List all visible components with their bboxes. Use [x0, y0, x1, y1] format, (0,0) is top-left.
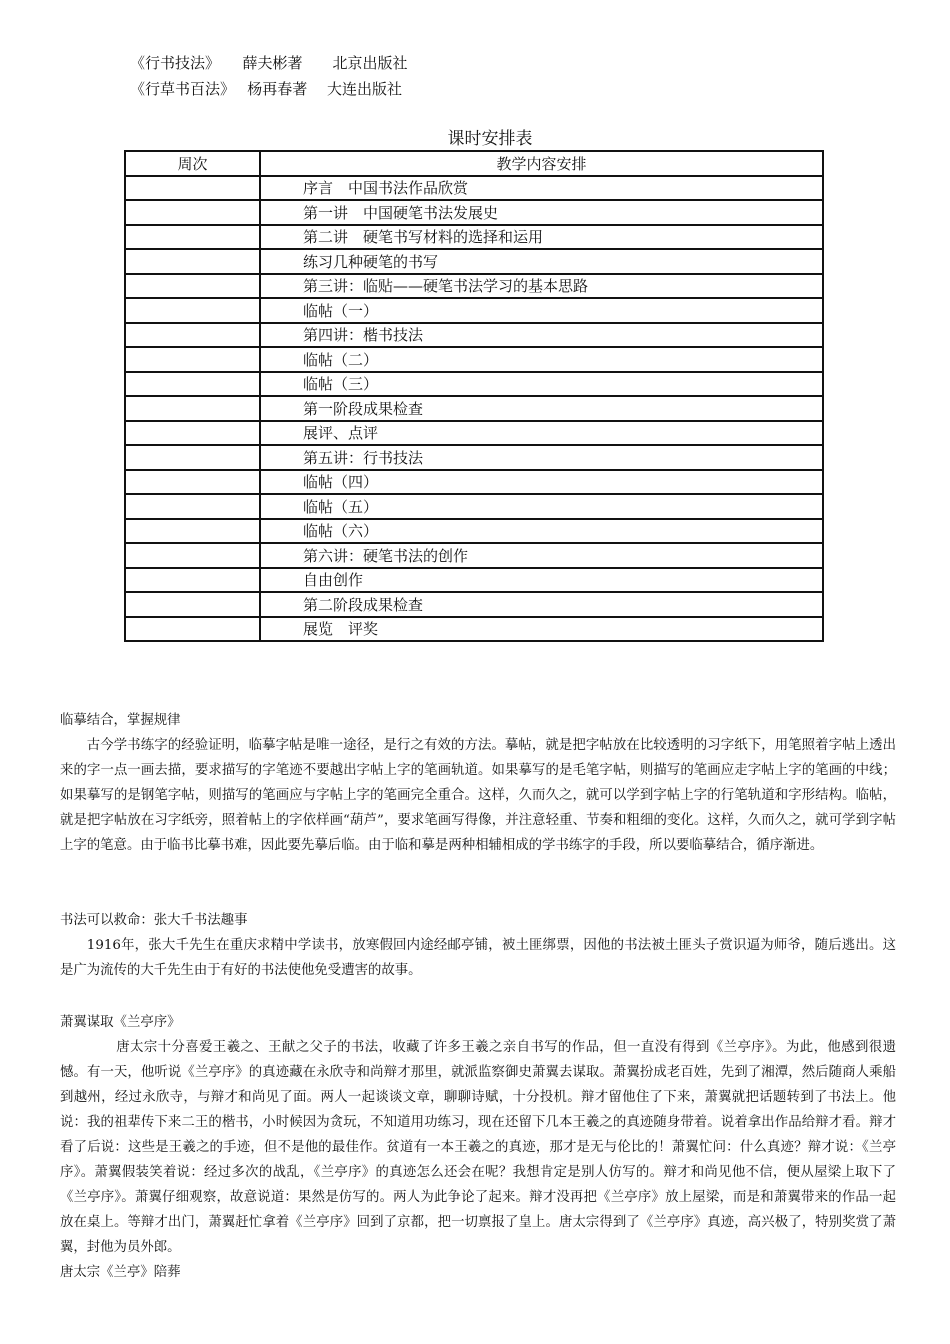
- content-cell: 第一讲 中国硬笔书法发展史: [260, 200, 823, 225]
- content-cell: 第一阶段成果检查: [260, 396, 823, 421]
- week-cell: [125, 274, 260, 299]
- section-zhangdaqian: [60, 908, 896, 983]
- content-cell: 第二讲 硬笔书写材料的选择和运用: [260, 225, 823, 250]
- table-row: [125, 323, 823, 348]
- table-header-row: [125, 151, 823, 176]
- week-cell: [125, 249, 260, 274]
- table-row: [125, 543, 823, 568]
- week-cell: [125, 225, 260, 250]
- week-cell: [125, 396, 260, 421]
- table-row: [125, 592, 823, 617]
- reference-item: 《行书技法》 薛夫彬著 北京出版社: [130, 54, 408, 72]
- content-cell: 第二阶段成果检查: [260, 592, 823, 617]
- section-heading: 书法可以救命：张大千书法趣事: [60, 913, 248, 928]
- table-row: [125, 470, 823, 495]
- week-cell: [125, 323, 260, 348]
- week-cell: [125, 347, 260, 372]
- section-heading: 唐太宗《兰亭》陪葬: [60, 1265, 181, 1280]
- week-cell: [125, 176, 260, 201]
- section-linmo: [60, 708, 896, 858]
- table-row: [125, 568, 823, 593]
- content-cell: 展览 评奖: [260, 617, 823, 642]
- section-paragraph: 唐太宗十分喜爱王羲之、王献之父子的书法，收藏了许多王羲之亲自书写的作品，但一直没有得到《兰亭序》。为此，他感到很遗憾。有一天，他听说《兰亭序》的真迹藏在永欣寺和尚辩才那里，就派监察御史萧翼去谋取。萧翼扮成老百姓，先到了湘潭，然后随商人乘船到越州，经过永欣寺，与辩才和尚见了面。两人一起谈谈文章，聊聊诗赋，十分投机。辩才留他住了下来，萧翼就把话题转到了书法上。他说：我的祖辈传下来二王的楷书，小时候因为贪玩，不知道用功练习，现在还留下几本王羲之的真迹随身带着。说着拿出作品给辩才看。辩才看了后说：这些是王羲之的手迹，但不是他的最佳作。贫道有一本王羲之的真迹，那才是无与伦比的！萧翼忙问：什么真迹？辩才说：《兰亭序》。萧翼假装笑着说：经过多次的战乱，《兰亭序》的真迹怎么还会在呢？我想肯定是别人仿写的。辩才和尚见他不信，便从屋梁上取下了《兰亭序》。萧翼仔细观察，故意说道：果然是仿写的。两人为此争论了起来。辩才没再把《兰亭序》放上屋梁，而是和萧翼带来的作品一起放在桌上。等辩才出门，萧翼赶忙拿着《兰亭序》回到了京都，把一切禀报了皇上。唐太宗得到了《兰亭序》真迹，高兴极了，特别奖赏了萧翼，封他为员外郎。: [60, 1040, 896, 1255]
- week-cell: [125, 200, 260, 225]
- table-row: [125, 249, 823, 274]
- week-cell: [125, 543, 260, 568]
- content-cell: 临帖（二）: [260, 347, 823, 372]
- table-row: [125, 298, 823, 323]
- column-header-week: 周次: [125, 151, 260, 176]
- content-cell: 第五讲：行书技法: [260, 445, 823, 470]
- reference-list: [130, 50, 408, 102]
- table-row: [125, 176, 823, 201]
- content-cell: 练习几种硬笔的书写: [260, 249, 823, 274]
- section-xiaoyi: [60, 1010, 896, 1285]
- section-paragraph: 古今学书练字的经验证明，临摹字帖是唯一途径，是行之有效的方法。摹帖，就是把字帖放在比较透明的习字纸下，用笔照着字帖上透出来的字一点一画去描，要求描写的字笔迹不要越出字帖上字的笔画轨道。如果摹写的是毛笔字帖，则描写的笔画应走字帖上字的笔画的中线；如果摹写的是钢笔字帖，则描写的笔画应与字帖上字的笔画完全重合。这样，久而久之，就可以学到字帖上字的行笔轨道和字形结构。临帖，就是把字帖放在习字纸旁，照着帖上的字依样画“葫芦”，要求笔画写得像，并注意轻重、节奏和粗细的变化。这样，久而久之，就可学到字帖上字的笔意。由于临书比摹书难，因此要先摹后临。由于临和摹是两种相辅相成的学书练字的手段，所以要临摹结合，循序渐进。: [60, 738, 896, 853]
- week-cell: [125, 421, 260, 446]
- week-cell: [125, 519, 260, 544]
- table-row: [125, 274, 823, 299]
- week-cell: [125, 568, 260, 593]
- week-cell: [125, 494, 260, 519]
- schedule-table: [124, 150, 824, 642]
- week-cell: [125, 298, 260, 323]
- week-cell: [125, 592, 260, 617]
- table-row: [125, 225, 823, 250]
- content-cell: 临帖（六）: [260, 519, 823, 544]
- content-cell: 临帖（三）: [260, 372, 823, 397]
- table-row: [125, 421, 823, 446]
- schedule-body: [125, 176, 823, 642]
- table-row: [125, 445, 823, 470]
- table-row: [125, 347, 823, 372]
- content-cell: 第四讲：楷书技法: [260, 323, 823, 348]
- table-row: [125, 617, 823, 642]
- table-row: [125, 372, 823, 397]
- table-row: [125, 519, 823, 544]
- content-cell: 第六讲：硬笔书法的创作: [260, 543, 823, 568]
- column-header-content: 教学内容安排: [260, 151, 823, 176]
- table-row: [125, 200, 823, 225]
- content-cell: 自由创作: [260, 568, 823, 593]
- section-heading: 临摹结合，掌握规律: [60, 713, 181, 728]
- content-cell: 临帖（四）: [260, 470, 823, 495]
- content-cell: 序言 中国书法作品欣赏: [260, 176, 823, 201]
- content-cell: 临帖（一）: [260, 298, 823, 323]
- content-cell: 第三讲：临贴——硬笔书法学习的基本思路: [260, 274, 823, 299]
- section-heading: 萧翼谋取《兰亭序》: [60, 1015, 181, 1030]
- week-cell: [125, 617, 260, 642]
- week-cell: [125, 445, 260, 470]
- reference-item: 《行草书百法》 杨再春著 大连出版社: [130, 80, 403, 98]
- content-cell: 展评、点评: [260, 421, 823, 446]
- week-cell: [125, 470, 260, 495]
- table-row: [125, 494, 823, 519]
- week-cell: [125, 372, 260, 397]
- section-paragraph: 1916年，张大千先生在重庆求精中学读书，放寒假回内途经邮亭铺，被土匪绑票，因他的书法被土匪头子赏识逼为师爷，随后逃出。这是广为流传的大千先生由于有好的书法使他免受遭害的故事。: [60, 938, 896, 978]
- schedule-title: 课时安排表: [447, 129, 533, 149]
- content-cell: 临帖（五）: [260, 494, 823, 519]
- table-row: [125, 396, 823, 421]
